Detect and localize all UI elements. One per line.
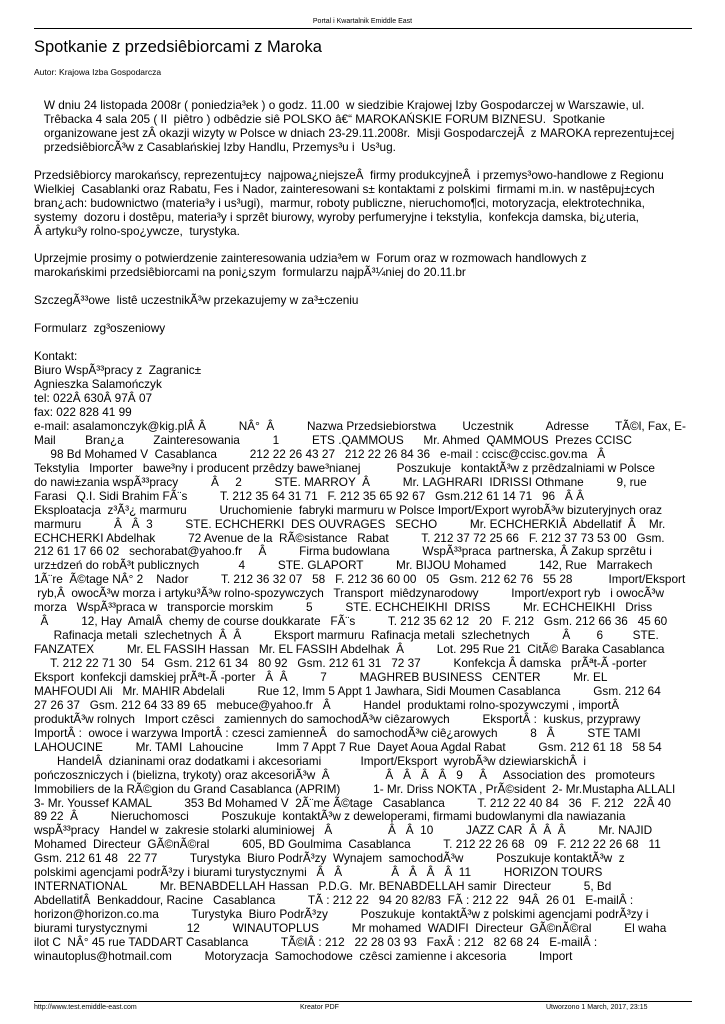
footer-creator: Kreator PDF <box>300 1004 339 1011</box>
body-line: marokańskimi przedsiêbiorcami na poni¿szym formularzu najpÃ³¼niej do 20.11.br <box>34 265 466 280</box>
footer-created-date: Utworzono 1 March, 2017, 23:15 <box>546 1004 648 1011</box>
body-line: organizowane jest zÂ okazji wizyty w Polsce w dniach 23-29.11.2008r. Misji GospodarczejÂ z MAROKA reprezentuj±cej <box>34 125 675 140</box>
footer-url[interactable]: http://www.test.emiddle-east.com <box>34 1004 137 1011</box>
body-line: Trêbacka 4 sala 205 ( II piêtro ) odbêdzie siê POLSKO â€“ MAROKAŃSKIE FORUM BIZNESU. Spotkanie <box>34 112 606 126</box>
body-line: ImportÂ : owoce i warzywa ImportÂ : czesci zamienneÂ do samochodÃ³w ciê¿arowych 8 Â STE TAMI <box>34 725 641 740</box>
body-line: SzczegÃ³³owe listê uczestnikÃ³w przekazujemy w za³±czeniu <box>34 293 359 308</box>
body-line: Â 12, Hay AmalÂ chemy de course doukkarate FÃ¨s T. 212 35 62 12 20 F. 212 Gsm. 212 66 36 45 60 <box>34 614 668 629</box>
body-line: tel: 022Â 630Â 97Â 07 <box>34 390 153 405</box>
body-line: Rafinacja metali szlechetnych Â Â Eksport marmuru Rafinacja metali szlechetnych Â 6 STE. <box>34 628 659 643</box>
body-line: systemy dozoru i dostêpu, materia³y i sprzêt biurowy, wyroby perfumeryjne i tekstylia, konfekcja damska, bi¿uteria, <box>34 209 639 224</box>
body-line: wspÃ³³pracy Handel w zakresie stolarki aluminiowej Â Â Â 10 JAZZ CAR Â Â Â Mr. NAJID <box>34 823 653 838</box>
footer-rule <box>34 1001 692 1002</box>
header-rule <box>34 28 692 29</box>
body-line: Formularz zg³oszeniowy <box>34 321 166 336</box>
body-line: 27 26 37 Gsm. 212 64 33 89 65 mebuce@yahoo.fr Â Handel produktami rolno-spozywczymi , importÂ <box>34 697 620 712</box>
body-line: INTERNATIONAL Mr. BENABDELLAH Hassan P.D.G. Mr. BENABDELLAH samir Directeur 5, Bd <box>34 879 612 894</box>
body-line: W dniu 24 listopada 2008r ( poniedzia³ek ) o godz. 11.00 w siedzibie Krajowej Izby Gospodarczej w Warszawie, ul. <box>34 98 645 112</box>
body-line: produktÃ³w rolnych Import czêsci zamiennych do samochodÃ³w ciêzarowych EksportÂ : kuskus, przyprawy <box>34 711 641 726</box>
body-line: Gsm. 212 61 48 22 77 Turystyka Biuro PodrÃ³zy Wynajem samochodÃ³w Poszukuje kontaktÃ³w z <box>34 851 625 866</box>
body-line: przedsiêbiorcÃ³w z Casablańskiej Izby Handlu, Przemys³u i Us³ug. <box>34 139 396 154</box>
body-line: LAHOUCINE Mr. TAMI Lahoucine Imm 7 Appt 7 Rue Dayet Aoua Agdal Rabat Gsm. 212 61 18 58 54 <box>34 739 662 754</box>
page-header: Portal i Kwartalnik Emiddle East <box>312 18 413 25</box>
body-line: Mail Bran¿a Zainteresowania 1 ETS .QAMMOUS Mr. Ahmed QAMMOUS Prezes CCISC <box>34 432 632 447</box>
body-line: polskimi agencjami podrÃ³zy i biurami turystycznymi Â Â Â Â Â Â 11 HORIZON TOURS <box>34 865 603 880</box>
body-line: ilot C NÂ° 45 rue TADDART Casablanca TÃ©lÂ : 212 22 28 03 93 FaxÂ : 212 82 68 24 E-mailÂ : <box>34 935 598 949</box>
body-line: Biuro WspÃ³³pracy z Zagranic± <box>34 363 202 378</box>
body-line: Immobiliers de la RÃ©gion du Grand Casablanca (APRIM) 1- Mr. Driss NOKTA , PrÃ©sident 2- Mr.Mustapha ALLALI <box>34 781 676 796</box>
author-line: Autor: Krajowa Izba Gospodarcza <box>34 67 162 77</box>
body-line: e-mail: asalamonczyk@kig.plÂ Â NÂ° Â Nazwa Przedsiebiorstwa Uczestnik Adresse TÃ©l, Fax, E- <box>34 418 686 433</box>
body-line: AbdellatifÂ Benkaddour, Racine Casablanca TÃ : 212 22 94 20 82/83 FÃ : 212 22 94Â 26 01 E-mailÂ : <box>34 893 634 908</box>
body-line: Uprzejmie prosimy o potwierdzenie zainteresowania udzia³em w Forum oraz w rozmowach handlowych z <box>34 251 587 266</box>
body-line: FANZATEX Mr. EL FASSIH Hassan Mr. EL FASSIH Abdelhak Â Lot. 295 Rue 21 CitÃ© Baraka Casablanca <box>34 642 665 656</box>
body-line: Wielkiej Casablanki oraz Rabatu, Fes i Nador, zainteresowani s± kontaktami z polskimi firmami m.in. w nastêpuj±cych <box>34 181 655 196</box>
body-line: biurami turystycznymi 12 WINAUTOPLUS Mr mohamed WADIFI Directeur GÃ©nÃ©ral El waha <box>34 921 667 935</box>
body-line: Agnieszka Salamończyk <box>34 377 162 391</box>
body-line: 212 61 17 66 02 sechorabat@yahoo.fr Â Firma budowlana WspÃ³³praca partnerska, Â Zakup sprzêtu i <box>34 544 652 559</box>
body-line: 3- Mr. Youssef KAMAL 353 Bd Mohamed V 2Ã¨me Ã©tage Casablanca T. 212 22 40 84 36 F. 212 22Â 40 <box>34 795 671 810</box>
body-line: Farasi Q.I. Sidi Brahim FÃ¨s T. 212 35 64 31 71 F. 212 35 65 92 67 Gsm.212 61 14 71 96 Â Â <box>34 488 584 503</box>
body-line: HandelÂ dzianinami oraz dodatkami i akcesoriami Import/Eksport wyrobÃ³w dziewiarskichÂ i <box>34 753 587 768</box>
body-line: T. 212 22 71 30 54 Gsm. 212 61 34 80 92 Gsm. 212 61 31 72 37 Konfekcja Â damska prÃªt-Ã -porter <box>34 656 647 670</box>
body-line: fax: 022 828 41 99 <box>34 404 132 419</box>
body-line: ryb,Â owocÃ³w morza i artyku³Ã³w rolno-spozywczych Transport miêdzynarodowy Import/export ryb i owocÃ³w <box>34 586 665 601</box>
body-line: Â artyku³y rolno-spo¿ywcze, turystyka. <box>34 223 240 238</box>
body-line: Eksport konfekcji damskiej prÃªt-Ã -porter Â Â 7 MAGHREB BUSINESS CENTER Mr. EL <box>34 669 608 684</box>
body-line: bran¿ach: budownictwo (materia³y i us³ugi), marmur, roboty publiczne, nieruchomo¶ci, motoryzacja, elektrotechnika, <box>34 195 645 210</box>
body-line: Przedsiêbiorcy marokańscy, reprezentuj±cy najpowa¿niejszeÂ firmy produkcyjneÂ i przemys³owo-handlowe z Regionu <box>34 167 664 182</box>
body-line: ECHCHERKI Abdelhak 72 Avenue de la RÃ©sistance Rabat T. 212 37 72 25 66 F. 212 37 73 53 00 Gsm. <box>34 530 665 545</box>
body-line: 98 Bd Mohamed V Casablanca 212 22 26 43 27 212 22 26 84 36 e-mail : ccisc@ccisc.gov.ma Â <box>34 446 606 461</box>
body-line: morza WspÃ³³praca w transporcie morskim 5 STE. ECHCHEIKHI DRISS Mr. ECHCHEIKHI Driss <box>34 600 653 615</box>
body-line: Mohamed Directeur GÃ©nÃ©ral 605, BD Goulmima Casablanca T. 212 22 26 68 09 F. 212 22 26 68 11 <box>34 837 661 852</box>
body-line: 89 22 Â Nieruchomosci Poszukuje kontaktÃ³w z deweloperami, firmami budowlanymi dla nawiazania <box>34 809 626 824</box>
body-line: pończoszniczych i (bielizna, trykoty) oraz akcesoriÃ³w Â Â Â Â Â 9 Â Association des promoteurs <box>34 767 655 782</box>
body-line: urz±dzeń do robÃ³t publicznych 4 STE. GLAPORT Mr. BIJOU Mohamed 142, Rue Marrakech <box>34 558 653 573</box>
body-line: marmuru Â Â 3 STE. ECHCHERKI DES OUVRAGES SECHO Mr. ECHCHERKIÂ Abdellatif Â Mr. <box>34 516 666 531</box>
body-line: winautoplus@hotmail.com Motoryzacja Samochodowe czêsci zamienne i akcesoria Import <box>34 948 573 963</box>
body-line: Eksploatacja z³Ã³¿ marmuru Uruchomienie fabryki marmuru w Polsce Import/Export wyrobÃ³w bizuteryjnych oraz <box>34 502 663 517</box>
body-line: Kontakt: <box>34 349 78 364</box>
page-title: Spotkanie z przedsiêbiorcami z Maroka <box>34 38 322 56</box>
body-line: horizon@horizon.co.ma Turystyka Biuro PodrÃ³zy Poszukuje kontaktÃ³w z polskimi agencjami podrÃ³zy i <box>34 907 649 922</box>
body-line: 1Ã¨re Ã©tage NÂ° 2 Nador T. 212 36 32 07 58 F. 212 36 60 00 05 Gsm. 212 62 76 55 28 Import/Eksport <box>34 572 686 587</box>
body-line: Tekstylia Importer bawe³ny i producent przêdzy bawe³nianej Poszukuje kontaktÃ³w z przêdzalniami w Polsce <box>34 460 655 475</box>
body-line: MAHFOUDI Ali Mr. MAHIR Abdelali Rue 12, Imm 5 Appt 1 Jawhara, Sidi Moumen Casablanca Gsm. 212 64 <box>34 683 661 698</box>
body-line: do nawi±zania wspÃ³³pracy Â 2 STE. MARROY Â Mr. LAGHRARI IDRISSI Othmane 9, rue <box>34 474 647 489</box>
